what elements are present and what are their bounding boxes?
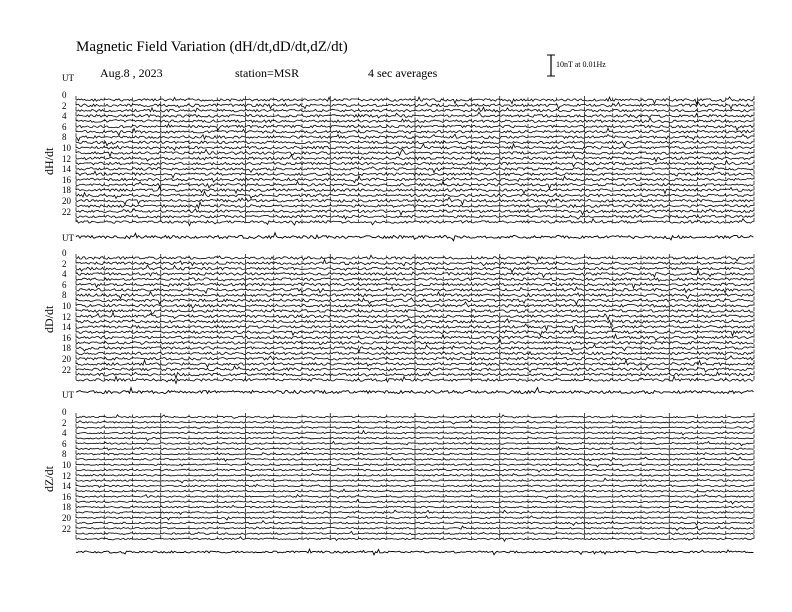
hour-label: 22: [62, 364, 71, 375]
chart-title: Magnetic Field Variation (dH/dt,dD/dt,dZ/dt): [76, 39, 348, 55]
scale-bar: [547, 55, 555, 76]
hour-label: 14: [62, 481, 71, 492]
hour-label: 18: [62, 502, 71, 513]
hour-label: 6: [62, 121, 67, 132]
hour-label: 10: [62, 460, 71, 470]
station-label: station=MSR: [235, 66, 300, 80]
ut-label: UT: [62, 390, 74, 400]
hour-label: 18: [62, 185, 71, 196]
averaging-label: 4 sec averages: [368, 66, 438, 80]
hour-label: 4: [62, 111, 67, 122]
hour-label: 16: [62, 332, 71, 343]
hour-label: 4: [62, 269, 67, 280]
hour-label: 14: [62, 164, 71, 175]
hour-label: 0: [62, 407, 67, 417]
hour-label: 20: [62, 513, 71, 523]
hour-label: 8: [62, 132, 67, 143]
hour-label: 2: [62, 100, 67, 111]
hour-label: 10: [62, 143, 71, 153]
scale-bar-label: 10nT at 0.01Hz: [556, 60, 606, 69]
date-label: Aug.8 , 2023: [100, 66, 163, 80]
hour-label: 0: [62, 90, 67, 100]
panel-dD-dt: [76, 254, 754, 394]
hour-label: 0: [62, 248, 67, 258]
hour-label: 12: [62, 311, 71, 322]
panel-dZ-dt: [76, 413, 754, 555]
ut-label: UT: [62, 233, 74, 243]
trace-row: [76, 388, 754, 394]
trace-row: [76, 549, 754, 555]
hour-label: 8: [62, 449, 67, 460]
trace-row: [76, 233, 754, 241]
panel-dH-dt: [76, 96, 754, 241]
hour-label: 14: [62, 322, 71, 333]
hour-label: 6: [62, 438, 67, 449]
hour-label: 2: [62, 258, 67, 269]
hour-label: 6: [62, 279, 67, 290]
hour-label: 12: [62, 153, 71, 164]
panel-ylabel: dZ/dt: [42, 466, 56, 492]
hour-label: 8: [62, 290, 67, 301]
hour-label: 16: [62, 491, 71, 502]
hour-label: 22: [62, 523, 71, 534]
hour-label: 2: [62, 417, 67, 428]
hour-label: 22: [62, 206, 71, 217]
hour-label: 16: [62, 174, 71, 185]
ut-label: UT: [62, 73, 74, 83]
hour-label: 12: [62, 470, 71, 481]
panel-ylabel: dH/dt: [42, 147, 56, 175]
panel-ylabel: dD/dt: [42, 305, 56, 333]
hour-label: 20: [62, 354, 71, 364]
hour-label: 18: [62, 343, 71, 354]
hour-label: 4: [62, 428, 67, 439]
hour-label: 10: [62, 301, 71, 311]
hour-label: 20: [62, 196, 71, 206]
